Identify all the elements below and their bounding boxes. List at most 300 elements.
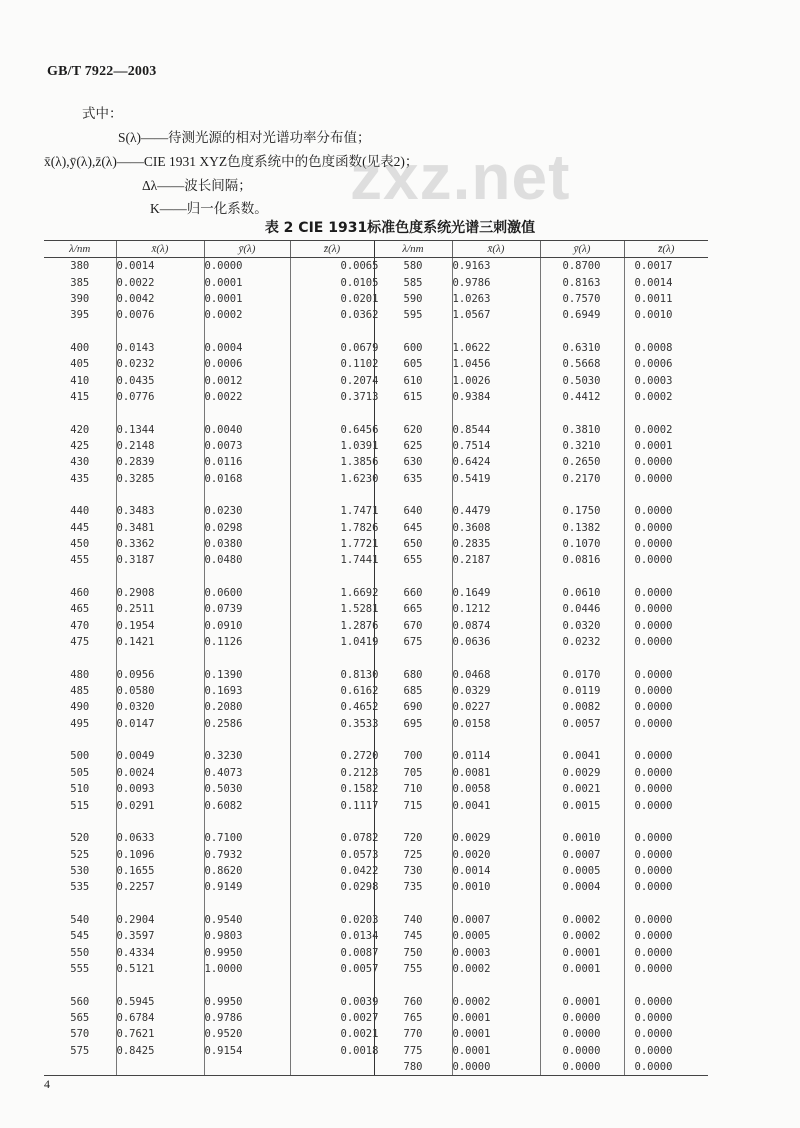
value-cell: 0.0000: [624, 781, 708, 797]
value-cell: 0.0000: [204, 258, 290, 275]
value-cell: 1.6230: [290, 470, 374, 486]
wavelength-cell: 535: [70, 881, 90, 894]
value-cell: 1.0263: [452, 291, 540, 307]
table-row: [44, 536, 708, 552]
value-cell: 1.7721: [290, 536, 374, 552]
wavelength-cell: 515: [70, 799, 90, 812]
wavelength-cell: 690: [374, 699, 452, 715]
value-cell: 0.6424: [452, 454, 540, 470]
value-cell: 0.0021: [540, 781, 624, 797]
value-cell: 0.1070: [540, 536, 624, 552]
value-cell: 0.9786: [204, 1010, 290, 1026]
value-cell: 0.0000: [540, 1059, 624, 1076]
table-row: [44, 291, 708, 307]
value-cell: 0.9163: [452, 258, 540, 275]
value-cell: 0.0422: [290, 863, 374, 879]
value-cell: 0.0000: [624, 454, 708, 470]
table-cell: [452, 732, 540, 748]
wavelength-cell: 720: [374, 830, 452, 846]
value-cell: 0.0000: [624, 618, 708, 634]
table-cell: [624, 895, 708, 911]
value-cell: 0.1954: [116, 618, 204, 634]
value-cell: 0.0012: [204, 372, 290, 388]
wavelength-cell: 655: [374, 552, 452, 568]
value-cell: 0.0007: [452, 912, 540, 928]
value-cell: 0.8425: [116, 1043, 204, 1059]
value-cell: 0.0000: [624, 716, 708, 732]
spacer-row: [44, 487, 708, 503]
wavelength-cell: 575: [70, 1044, 90, 1057]
value-cell: 0.0029: [452, 830, 540, 846]
table-row: [44, 928, 708, 944]
value-cell: 0.4479: [452, 503, 540, 519]
column-header: ȳ(λ): [540, 241, 624, 258]
value-cell: 0.0105: [290, 274, 374, 290]
table-cell: [624, 405, 708, 421]
wavelength-cell: 715: [374, 797, 452, 813]
value-cell: 0.2170: [540, 470, 624, 486]
value-cell: 0.0005: [540, 863, 624, 879]
value-cell: 0.0134: [290, 928, 374, 944]
wavelength-cell: 445: [70, 521, 90, 534]
table-cell: [624, 569, 708, 585]
value-cell: 1.7471: [290, 503, 374, 519]
value-cell: 1.0622: [452, 340, 540, 356]
table-body: [44, 258, 708, 1076]
value-cell: 0.0320: [540, 618, 624, 634]
table-row: [44, 552, 708, 568]
value-cell: 0.0022: [204, 389, 290, 405]
value-cell: 0.0002: [540, 912, 624, 928]
value-cell: 0.0007: [540, 846, 624, 862]
wavelength-cell: [44, 1059, 116, 1076]
table-cell: [374, 814, 452, 830]
wavelength-cell: 640: [374, 503, 452, 519]
value-cell: 0.0000: [624, 601, 708, 617]
table-cell: [44, 732, 116, 748]
value-cell: 0.0446: [540, 601, 624, 617]
wavelength-cell: 415: [70, 390, 90, 403]
table-row: [44, 1010, 708, 1026]
value-cell: 1.6692: [290, 585, 374, 601]
wavelength-cell: 510: [70, 783, 90, 796]
table-row: [44, 765, 708, 781]
table-cell: [452, 895, 540, 911]
value-cell: 0.9154: [204, 1043, 290, 1059]
wavelength-cell: 390: [70, 292, 90, 305]
wavelength-cell: 645: [374, 520, 452, 536]
value-cell: 0.4652: [290, 699, 374, 715]
page-number: 4: [44, 1077, 50, 1091]
value-cell: 0.0580: [116, 683, 204, 699]
wavelength-cell: 765: [374, 1010, 452, 1026]
spacer-row: [44, 977, 708, 993]
definition-term: K: [150, 201, 160, 216]
wavelength-cell: 580: [374, 258, 452, 275]
table-cell: [374, 405, 452, 421]
wavelength-cell: 590: [374, 291, 452, 307]
value-cell: 0.0058: [452, 781, 540, 797]
value-cell: 0.0739: [204, 601, 290, 617]
value-cell: 0.0782: [290, 830, 374, 846]
table-row: [44, 797, 708, 813]
value-cell: 0.0002: [624, 421, 708, 437]
value-cell: 0.0008: [624, 340, 708, 356]
value-cell: 0.1344: [116, 421, 204, 437]
value-cell: 0.0000: [624, 846, 708, 862]
table-row: [44, 699, 708, 715]
table-cell: [374, 323, 452, 339]
value-cell: 0.6456: [290, 421, 374, 437]
value-cell: 0.0000: [624, 765, 708, 781]
value-cell: 0.0002: [624, 389, 708, 405]
table-row: [44, 258, 708, 275]
wavelength-cell: 400: [70, 341, 90, 354]
wavelength-cell: 695: [374, 716, 452, 732]
wavelength-cell: 675: [374, 634, 452, 650]
value-cell: 0.8700: [540, 258, 624, 275]
table-row: [44, 716, 708, 732]
table-row: [44, 618, 708, 634]
value-cell: 0.3210: [540, 438, 624, 454]
value-cell: 0.2123: [290, 765, 374, 781]
value-cell: 0.0000: [624, 797, 708, 813]
value-cell: 0.0081: [452, 765, 540, 781]
value-cell: 0.0000: [540, 1043, 624, 1059]
value-cell: 0.7621: [116, 1026, 204, 1042]
value-cell: 0.3285: [116, 470, 204, 486]
wavelength-cell: 410: [70, 374, 90, 387]
wavelength-cell: 595: [374, 307, 452, 323]
table-cell: [204, 405, 290, 421]
table-row: [44, 438, 708, 454]
value-cell: 0.0024: [116, 765, 204, 781]
column-header: z̄(λ): [290, 241, 374, 258]
wavelength-cell: 475: [70, 636, 90, 649]
table-cell: [624, 650, 708, 666]
table-cell: [116, 895, 204, 911]
table-row: [44, 748, 708, 764]
value-cell: 0.2080: [204, 699, 290, 715]
value-cell: 0.1649: [452, 585, 540, 601]
wavelength-cell: 385: [70, 276, 90, 289]
wavelength-cell: 490: [70, 701, 90, 714]
value-cell: 1.0391: [290, 438, 374, 454]
value-cell: 0.0003: [452, 944, 540, 960]
spacer-row: [44, 732, 708, 748]
spacer-row: [44, 569, 708, 585]
value-cell: 0.0093: [116, 781, 204, 797]
value-cell: 0.0816: [540, 552, 624, 568]
table-cell: [204, 323, 290, 339]
value-cell: 0.0039: [290, 993, 374, 1009]
value-cell: 0.0000: [624, 879, 708, 895]
wavelength-cell: 540: [70, 913, 90, 926]
wavelength-cell: 470: [70, 619, 90, 632]
value-cell: 0.0203: [290, 912, 374, 928]
wavelength-cell: 545: [70, 930, 90, 943]
value-cell: 0.0073: [204, 438, 290, 454]
table-cell: [452, 814, 540, 830]
value-cell: 0.5945: [116, 993, 204, 1009]
value-cell: 0.2586: [204, 716, 290, 732]
table-cell: [204, 487, 290, 503]
value-cell: 0.0015: [540, 797, 624, 813]
table-cell: [44, 569, 116, 585]
wavelength-cell: 420: [70, 423, 90, 436]
value-cell: 0.2511: [116, 601, 204, 617]
value-cell: 0.1102: [290, 356, 374, 372]
value-cell: 0.0065: [290, 258, 374, 275]
value-cell: 0.3533: [290, 716, 374, 732]
value-cell: 0.0010: [452, 879, 540, 895]
table-cell: [540, 405, 624, 421]
wavelength-cell: 560: [70, 995, 90, 1008]
wavelength-cell: 550: [70, 946, 90, 959]
wavelength-cell: 505: [70, 766, 90, 779]
table-cell: [116, 323, 204, 339]
value-cell: 0.0000: [624, 552, 708, 568]
wavelength-cell: 530: [70, 864, 90, 877]
value-cell: 0.0004: [540, 879, 624, 895]
value-cell: 0.0298: [290, 879, 374, 895]
value-cell: 0.1750: [540, 503, 624, 519]
value-cell: 0.3187: [116, 552, 204, 568]
value-cell: 0.3230: [204, 748, 290, 764]
wavelength-cell: 735: [374, 879, 452, 895]
spacer-row: [44, 405, 708, 421]
table-cell: [624, 487, 708, 503]
tristimulus-table: [44, 240, 708, 1076]
value-cell: 0.0291: [116, 797, 204, 813]
table-row: [44, 944, 708, 960]
value-cell: 0.3597: [116, 928, 204, 944]
wavelength-cell: 760: [374, 993, 452, 1009]
wavelength-cell: 500: [70, 750, 90, 763]
wavelength-cell: 485: [70, 685, 90, 698]
spacer-row: [44, 650, 708, 666]
value-cell: 0.5419: [452, 470, 540, 486]
table-cell: [624, 977, 708, 993]
table-cell: [116, 405, 204, 421]
definition-text: ——波长间隔；: [157, 178, 252, 193]
wavelength-cell: 665: [374, 601, 452, 617]
table-row: [44, 274, 708, 290]
table-cell: [290, 405, 374, 421]
value-cell: 1.0567: [452, 307, 540, 323]
wavelength-cell: 710: [374, 781, 452, 797]
wavelength-cell: 775: [374, 1043, 452, 1059]
table-cell: [290, 895, 374, 911]
table-cell: [540, 977, 624, 993]
wavelength-cell: 460: [70, 587, 90, 600]
value-cell: 0.0005: [452, 928, 540, 944]
value-cell: 0.0956: [116, 667, 204, 683]
table-cell: [116, 977, 204, 993]
value-cell: 0.0000: [624, 667, 708, 683]
value-cell: 0.8544: [452, 421, 540, 437]
value-cell: 0.9149: [204, 879, 290, 895]
table-row: [44, 863, 708, 879]
value-cell: 0.0000: [624, 683, 708, 699]
wavelength-cell: 565: [70, 1011, 90, 1024]
table-cell: [540, 569, 624, 585]
table-cell: [204, 977, 290, 993]
wavelength-cell: 780: [374, 1059, 452, 1076]
table-cell: [44, 323, 116, 339]
value-cell: 0.1693: [204, 683, 290, 699]
value-cell: 0.1421: [116, 634, 204, 650]
value-cell: 0.0041: [452, 797, 540, 813]
value-cell: 0.0001: [624, 438, 708, 454]
value-cell: 0.0000: [624, 470, 708, 486]
definition-text: ——CIE 1931 XYZ色度系统中的色度函数(见表2)；: [116, 154, 419, 169]
value-cell: 0.9540: [204, 912, 290, 928]
value-cell: 0.0000: [624, 1010, 708, 1026]
value-cell: 1.0456: [452, 356, 540, 372]
table-row: [44, 667, 708, 683]
value-cell: 0.0000: [624, 634, 708, 650]
value-cell: 0.0014: [452, 863, 540, 879]
wavelength-cell: 685: [374, 683, 452, 699]
table-caption: 表 2 CIE 1931标准色度系统光谱三刺激值: [264, 220, 536, 236]
table-cell: [624, 814, 708, 830]
column-header: z̄(λ): [624, 241, 708, 258]
table-row: [44, 912, 708, 928]
value-cell: 0.0076: [116, 307, 204, 323]
spacer-row: [44, 895, 708, 911]
value-cell: 0.6949: [540, 307, 624, 323]
value-cell: 0.0000: [624, 1026, 708, 1042]
wavelength-cell: 610: [374, 372, 452, 388]
value-cell: 0.0230: [204, 503, 290, 519]
value-cell: 1.0419: [290, 634, 374, 650]
value-cell: 0.5121: [116, 961, 204, 977]
table-cell: [540, 323, 624, 339]
value-cell: 0.0000: [624, 1059, 708, 1076]
value-cell: 0.8620: [204, 863, 290, 879]
table-header-row: [44, 241, 708, 258]
value-cell: 0.0021: [290, 1026, 374, 1042]
wavelength-cell: 605: [374, 356, 452, 372]
value-cell: 0.0001: [204, 274, 290, 290]
column-header: x̄(λ): [116, 241, 204, 258]
definition-wavelength-interval: [142, 174, 252, 196]
wavelength-cell: 630: [374, 454, 452, 470]
wavelength-cell: 660: [374, 585, 452, 601]
value-cell: 0.0014: [116, 258, 204, 275]
value-cell: 0.3481: [116, 520, 204, 536]
value-cell: 0.1582: [290, 781, 374, 797]
table-cell: [116, 732, 204, 748]
value-cell: 0.0380: [204, 536, 290, 552]
table-cell: [290, 487, 374, 503]
value-cell: 0.0119: [540, 683, 624, 699]
value-cell: 0.2904: [116, 912, 204, 928]
table-cell: [116, 487, 204, 503]
value-cell: 0.1382: [540, 520, 624, 536]
wavelength-cell: 405: [70, 358, 90, 371]
value-cell: 0.0000: [624, 830, 708, 846]
table-cell: [624, 732, 708, 748]
value-cell: 0.0082: [540, 699, 624, 715]
value-cell: 0.0910: [204, 618, 290, 634]
value-cell: 0.3483: [116, 503, 204, 519]
wavelength-cell: 650: [374, 536, 452, 552]
value-cell: 0.0006: [624, 356, 708, 372]
value-cell: [116, 1059, 204, 1076]
value-cell: 0.0143: [116, 340, 204, 356]
value-cell: 0.0000: [624, 536, 708, 552]
value-cell: 0.3810: [540, 421, 624, 437]
value-cell: 0.0000: [624, 503, 708, 519]
wavelength-cell: 770: [374, 1026, 452, 1042]
table-cell: [204, 732, 290, 748]
table-cell: [374, 977, 452, 993]
wavelength-cell: 600: [374, 340, 452, 356]
value-cell: 0.2650: [540, 454, 624, 470]
value-cell: 0.0874: [452, 618, 540, 634]
table-row: [44, 634, 708, 650]
table-row: [44, 421, 708, 437]
value-cell: 0.1390: [204, 667, 290, 683]
value-cell: 0.0001: [204, 291, 290, 307]
value-cell: [290, 1059, 374, 1076]
value-cell: 0.0610: [540, 585, 624, 601]
column-header: x̄(λ): [452, 241, 540, 258]
table-cell: [540, 895, 624, 911]
table-row: [44, 1059, 708, 1076]
value-cell: 0.0000: [624, 993, 708, 1009]
wavelength-cell: 615: [374, 389, 452, 405]
value-cell: 0.9520: [204, 1026, 290, 1042]
value-cell: 0.0001: [540, 993, 624, 1009]
value-cell: 0.9950: [204, 993, 290, 1009]
value-cell: 0.0000: [624, 748, 708, 764]
watermark: zxz.net: [350, 141, 571, 213]
table-cell: [624, 323, 708, 339]
wavelength-cell: 635: [374, 470, 452, 486]
table-cell: [290, 323, 374, 339]
value-cell: 0.5030: [540, 372, 624, 388]
value-cell: 0.0480: [204, 552, 290, 568]
wavelength-cell: 395: [70, 309, 90, 322]
value-cell: 1.5281: [290, 601, 374, 617]
value-cell: 0.0017: [624, 258, 708, 275]
value-cell: 0.0002: [204, 307, 290, 323]
value-cell: 0.7100: [204, 830, 290, 846]
value-cell: 0.0057: [540, 716, 624, 732]
value-cell: 0.9786: [452, 274, 540, 290]
value-cell: 0.0227: [452, 699, 540, 715]
table-row: [44, 601, 708, 617]
value-cell: 0.0010: [540, 830, 624, 846]
value-cell: 0.3362: [116, 536, 204, 552]
value-cell: 0.1655: [116, 863, 204, 879]
wavelength-cell: 520: [70, 832, 90, 845]
wavelength-cell: 570: [70, 1028, 90, 1041]
wavelength-cell: 725: [374, 846, 452, 862]
definitions-intro: 式中：: [82, 106, 123, 121]
wavelength-cell: 740: [374, 912, 452, 928]
table-cell: [374, 487, 452, 503]
definition-text: ——待测光源的相对光谱功率分布值；: [141, 130, 371, 145]
value-cell: 0.0006: [204, 356, 290, 372]
wavelength-cell: 465: [70, 603, 90, 616]
value-cell: 0.0000: [624, 520, 708, 536]
table-cell: [204, 814, 290, 830]
table-row: [44, 372, 708, 388]
